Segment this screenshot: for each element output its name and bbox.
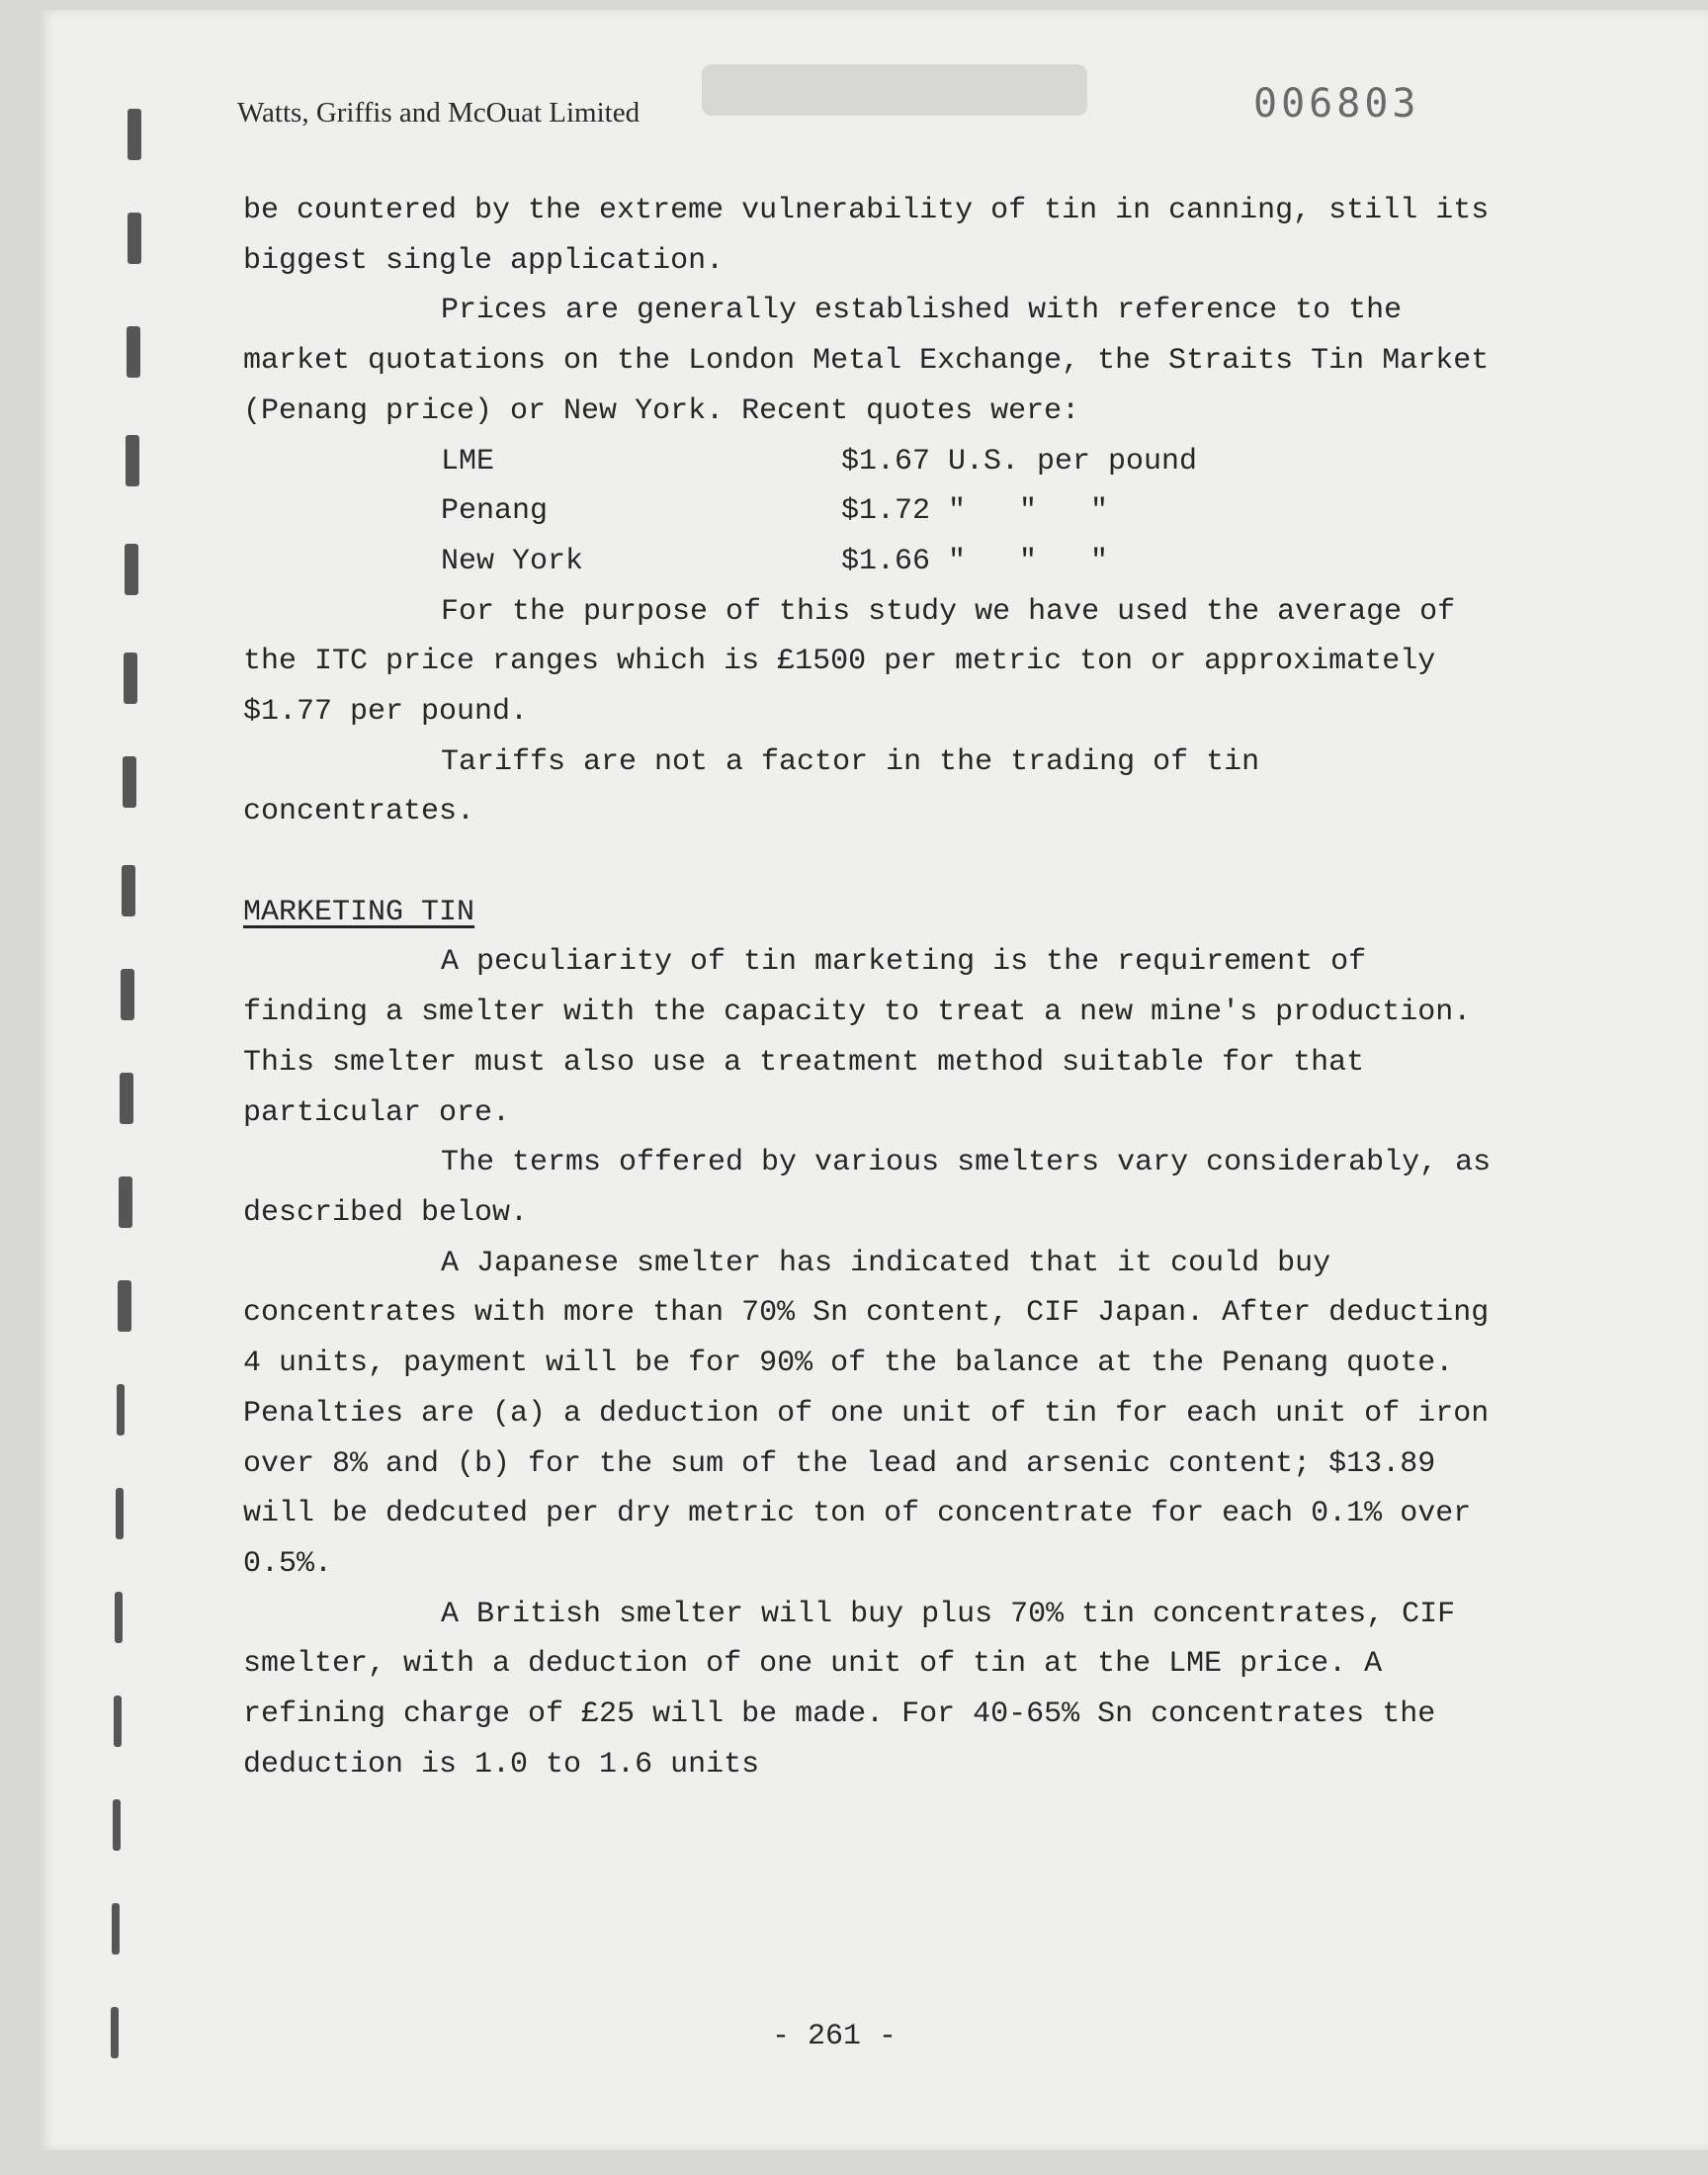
paragraph-6: The terms offered by various smelters vary considerably, as described below. [243,1146,1492,1230]
paragraph-3: For the purpose of this study we have used the average of the ITC price ranges which is £1500 per metric ton or approximately $1.77 per pound. [243,594,1456,729]
quote-price: $1.66 " " " [841,544,1109,578]
document-id-stamp: 006803 [1253,81,1420,127]
quote-row [441,486,1498,537]
letterhead: Watts, Griffis and McOuat Limited [237,97,640,129]
paragraph-2: Prices are generally established with reference to the market quotations on the London Metal Exchange, the Straits Tin Market (Penang price) or New York. Recent quotes were: [243,294,1490,428]
quote-market: LME [441,444,495,478]
quote-market: New York [441,544,584,578]
price-quotes-table [243,437,1498,587]
quote-price: $1.67 U.S. per pound [841,444,1198,478]
paragraph-8: A British smelter will buy plus 70% tin concentrates, CIF smelter, with a deduction of one unit of tin at the LME price. A refining charge of £25 will be made. For 40-65% Sn concentrates the deduction is 1.0 to 1.6 units [243,1597,1456,1782]
quote-row [441,537,1498,587]
body-text [243,186,1498,1789]
quote-row [441,437,1498,487]
scan-smudge [702,64,1087,116]
quote-market: Penang [441,494,549,529]
quote-price: $1.72 " " " [841,494,1109,529]
paragraph-5: A peculiarity of tin marketing is the requirement of finding a smelter with the capacity to treat a new mine's production. This smelter must also use a treatment method suitable for that particular ore. [243,945,1472,1130]
binding-holes [94,99,153,2106]
paragraph-1: be countered by the extreme vulnerability of tin in canning, still its biggest single application. [243,194,1490,278]
paragraph-4: Tariffs are not a factor in the trading of tin concentrates. [243,744,1260,829]
paragraph-7: A Japanese smelter has indicated that it could buy concentrates with more than 70% Sn content, CIF Japan. After deducting 4 units, payment will be for 90% of the balance at the Penang quote. Penalties are (a) a deduction of one unit of tin for each unit of iron over 8% and (b) for the sum of the lead and arsenic content; $13.89 will be dedcuted per dry metric ton of concentrate for each 0.1% over 0.5%. [243,1246,1490,1581]
section-heading: MARKETING TIN [243,895,475,929]
page-number: - 261 - [771,2020,897,2053]
